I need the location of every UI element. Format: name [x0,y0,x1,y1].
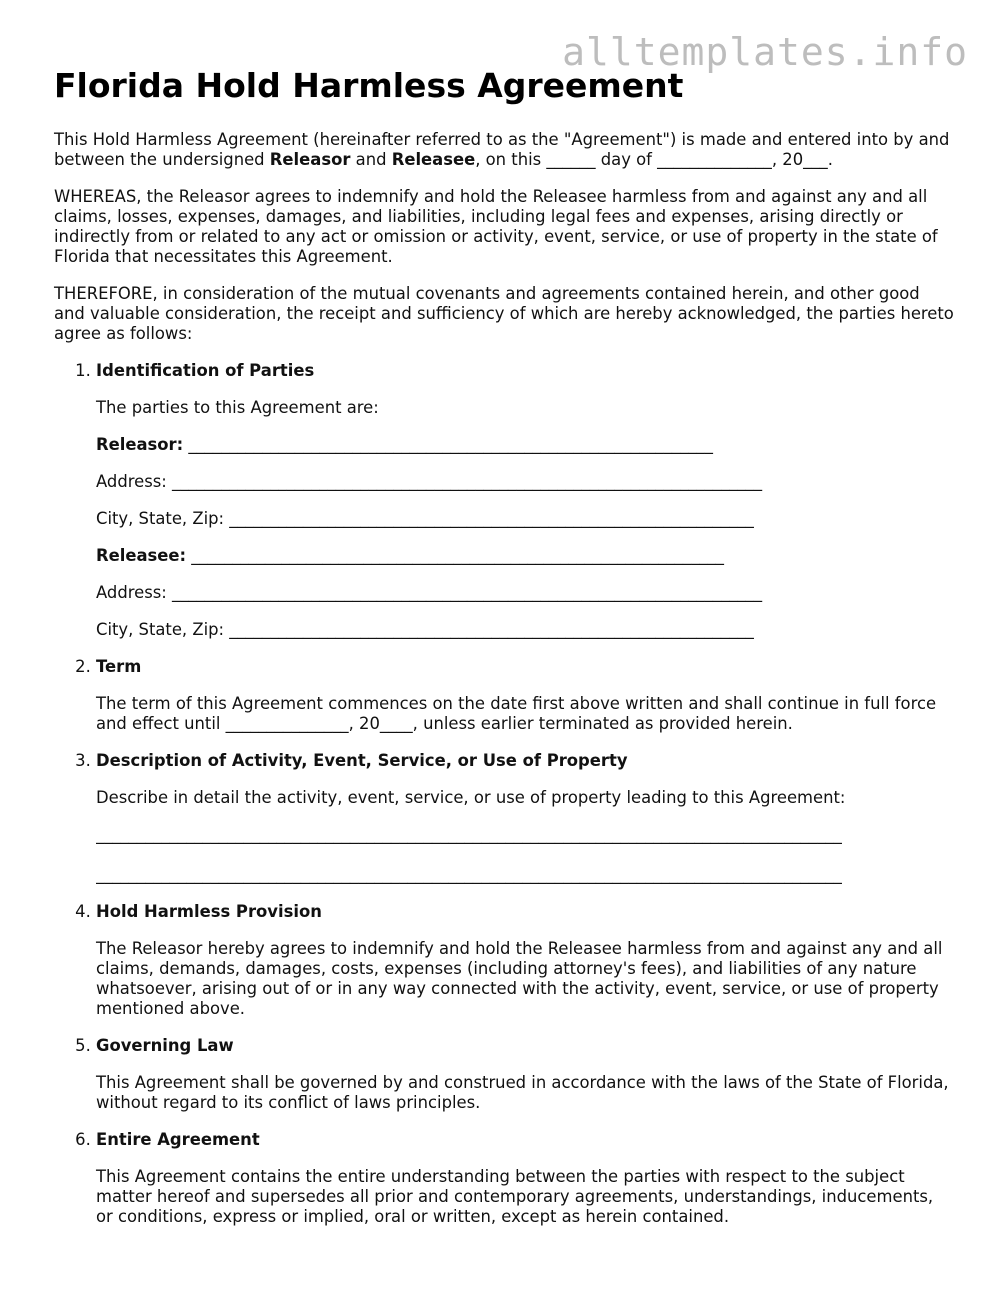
releasee-label: Releasee: [96,546,187,565]
releasee-city-field: City, State, Zip: ________________________________________________________________ [96,620,754,639]
releasor-address-field: Address: ________________________________________________________________________ [96,472,763,491]
section-term [96,657,954,734]
whereas-paragraph: WHEREAS, the Releasor agrees to indemnify and hold the Releasee harmless from and against any and all claims, losses, expenses, damages, and liabilities, including legal fees and expenses, arising directly or indirectly from or related to any act or omission or activity, event, service, or use of property in the state of Florida that necessitates this Agreement. [54,187,938,266]
description-blank-line-1: ___________________________________________________________________________________________ [96,825,842,844]
parties-lead: The parties to this Agreement are: [96,398,379,417]
section-hold-harmless [96,902,954,1019]
term-body: The term of this Agreement commences on the date first above written and shall continue in full force and effect until _______________, 20____, unless earlier terminated as provided herein. [96,694,937,733]
section-heading: 4. Hold Harmless Provision [96,902,322,921]
section-governing-law [96,1036,954,1113]
intro-and: and [350,150,392,169]
section-heading: 3. Description of Activity, Event, Service, or Use of Property [96,751,628,770]
intro-paragraph [54,130,954,170]
entire-agreement-body: This Agreement contains the entire understanding between the parties with respect to the subject matter hereof and supersedes all prior and contemporary agreements, understandings, inducements, or conditions, express or implied, oral or written, except as herein contained. [96,1167,934,1226]
releasor-term: Releasor [269,150,351,169]
releasee-address-field: Address: ________________________________________________________________________ [96,583,763,602]
hold-harmless-body: The Releasor hereby agrees to indemnify and hold the Releasee harmless from and against any and all claims, demands, damages, costs, expenses (including attorney's fees), and liabilities of any nature whatsoever, arising out of or in any way connected with the activity, event, service, or use of property mentioned above. [96,939,943,1018]
releasor-field [96,435,954,455]
intro-text-1: This Hold Harmless Agreement (hereinafter referred to as the "Agreement") is made and entered into by and between the undersigned [54,130,950,169]
watermark: alltemplates.info [562,30,968,74]
releasee-term: Releasee [391,150,476,169]
section-heading: 2. Term [96,657,142,676]
page-title: Florida Hold Harmless Agreement [54,66,684,105]
section-description [96,751,954,885]
intro-text-2: , on this ______ day of ______________, 20___. [475,150,833,169]
document-body [54,130,954,1244]
sections-list [54,361,954,1227]
releasee-blank: _________________________________________________________________ [186,546,724,565]
releasor-blank: ________________________________________________________________ [183,435,713,454]
governing-law-body: This Agreement shall be governed by and construed in accordance with the laws of the State of Florida, without regard to its conflict of laws principles. [96,1073,949,1112]
section-entire-agreement [96,1130,954,1227]
description-body: Describe in detail the activity, event, service, or use of property leading to this Agreement: [96,788,846,807]
releasee-field [96,546,954,566]
section-heading: 5. Governing Law [96,1036,234,1055]
section-identification [96,361,954,640]
therefore-paragraph: THEREFORE, in consideration of the mutual covenants and agreements contained herein, and other good and valuable consideration, the receipt and sufficiency of which are hereby acknowledged, the parties hereto agree as follows: [54,284,954,343]
section-heading: 1. Identification of Parties [96,361,315,380]
releasor-label: Releasor: [96,435,184,454]
section-heading: 6. Entire Agreement [96,1130,260,1149]
releasor-city-field: City, State, Zip: ________________________________________________________________ [96,509,754,528]
description-blank-line-2: ___________________________________________________________________________________________ [96,865,842,884]
